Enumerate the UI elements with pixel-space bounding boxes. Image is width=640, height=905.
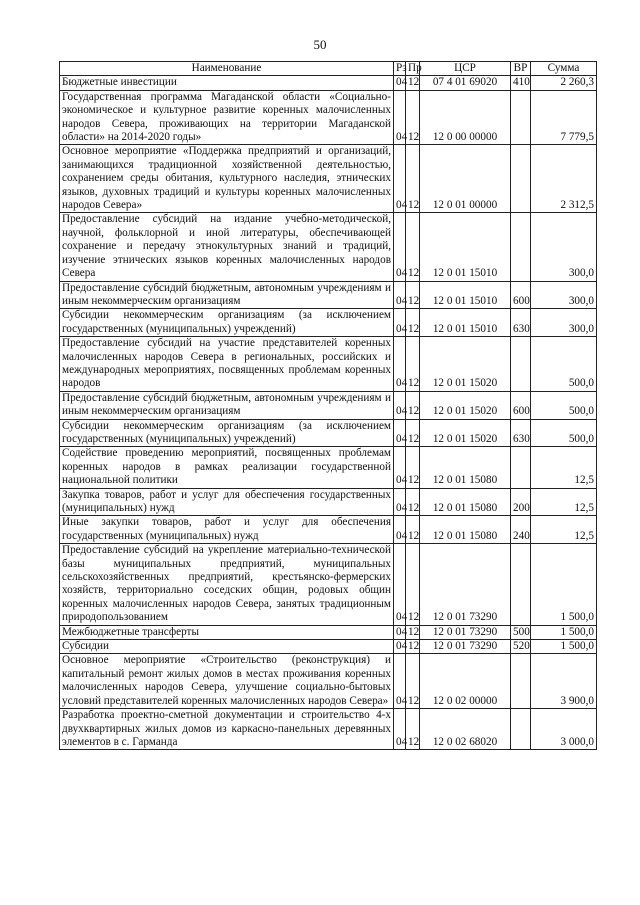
table-row [60, 76, 597, 90]
row-name: Межбюджетные трансферты [60, 625, 394, 639]
row-csr: 12 0 01 15020 [420, 337, 511, 392]
table-row [60, 419, 597, 447]
row-csr: 12 0 01 15080 [420, 516, 511, 544]
header-sum: Сумма [531, 62, 597, 76]
table-row [60, 337, 597, 392]
row-pr: 12 [406, 309, 420, 337]
row-rz: 04 [394, 544, 406, 625]
row-rz: 04 [394, 488, 406, 516]
row-name: Предоставление субсидий бюджетным, автономным учреждениям и иным некоммерческим организациям [60, 281, 394, 309]
row-name: Субсидии [60, 640, 394, 654]
table-row [60, 90, 597, 145]
row-pr: 12 [406, 213, 420, 281]
row-pr: 12 [406, 488, 420, 516]
row-pr: 12 [406, 516, 420, 544]
row-name: Субсидии некоммерческим организациям (за исключением государственных (муниципальных) учреждений) [60, 309, 394, 337]
row-name: Субсидии некоммерческим организациям (за исключением государственных (муниципальных) учреждений) [60, 419, 394, 447]
table-row [60, 391, 597, 419]
row-pr: 12 [406, 709, 420, 750]
table-row [60, 309, 597, 337]
row-sum: 300,0 [531, 213, 597, 281]
row-name: Предоставление субсидий на укрепление материально-технической базы муниципальных предприятий, муниципальных сельскохозяйственных предприятий, крестьянско-фермерских хозяйств, территориально соседских общин, родовых общин коренных малочисленных народов Севера, занятых традиционным природопользованием [60, 544, 394, 625]
row-sum: 12,5 [531, 488, 597, 516]
table-row [60, 654, 597, 709]
row-rz: 04 [394, 76, 406, 90]
row-pr: 12 [406, 640, 420, 654]
row-csr: 07 4 01 69020 [420, 76, 511, 90]
budget-table [59, 61, 597, 750]
row-vr [511, 654, 531, 709]
row-sum: 1 500,0 [531, 640, 597, 654]
row-sum: 300,0 [531, 309, 597, 337]
row-name: Бюджетные инвестиции [60, 76, 394, 90]
row-sum: 1 500,0 [531, 544, 597, 625]
row-sum: 2 260,3 [531, 76, 597, 90]
row-sum: 7 779,5 [531, 90, 597, 145]
row-vr [511, 213, 531, 281]
table-body [60, 76, 597, 750]
table-row [60, 544, 597, 625]
header-name: Наименование [60, 62, 394, 76]
row-rz: 04 [394, 213, 406, 281]
table-row [60, 625, 597, 639]
row-vr: 410 [511, 76, 531, 90]
row-csr: 12 0 01 15080 [420, 447, 511, 488]
table-row [60, 447, 597, 488]
row-vr [511, 709, 531, 750]
row-sum: 500,0 [531, 391, 597, 419]
row-pr: 12 [406, 76, 420, 90]
row-name: Предоставление субсидий бюджетным, автономным учреждениям и иным некоммерческим организациям [60, 391, 394, 419]
row-name: Разработка проектно-сметной документации и строительство 4-х двухквартирных жилых домов из каркасно-панельных деревянных элементов в с. Гарманда [60, 709, 394, 750]
table-row [60, 213, 597, 281]
row-name: Предоставление субсидий на участие представителей коренных малочисленных народов Севера в региональных, российских и международных мероприятиях, посвященных проблемам коренных народов [60, 337, 394, 392]
row-rz: 04 [394, 654, 406, 709]
row-csr: 12 0 01 15020 [420, 391, 511, 419]
table-row [60, 145, 597, 213]
table-row [60, 281, 597, 309]
row-name: Основное мероприятие «Поддержка предприятий и организаций, занимающихся традиционной хозяйственной деятельностью, сохранением среды обитания, культурного наследия, этнических языков, духовных традиций и культуры коренных малочисленных народов Севера» [60, 145, 394, 213]
row-sum: 500,0 [531, 419, 597, 447]
table-row [60, 516, 597, 544]
table-header-row [60, 62, 597, 76]
table-row [60, 488, 597, 516]
row-rz: 04 [394, 145, 406, 213]
row-sum: 3 000,0 [531, 709, 597, 750]
row-vr: 600 [511, 281, 531, 309]
row-rz: 04 [394, 419, 406, 447]
row-csr: 12 0 01 15010 [420, 281, 511, 309]
row-csr: 12 0 01 73290 [420, 640, 511, 654]
row-vr: 600 [511, 391, 531, 419]
row-sum: 300,0 [531, 281, 597, 309]
row-csr: 12 0 02 68020 [420, 709, 511, 750]
row-rz: 04 [394, 391, 406, 419]
row-vr: 240 [511, 516, 531, 544]
row-rz: 04 [394, 90, 406, 145]
row-vr: 630 [511, 419, 531, 447]
row-rz: 04 [394, 516, 406, 544]
row-sum: 500,0 [531, 337, 597, 392]
row-csr: 12 0 00 00000 [420, 90, 511, 145]
row-pr: 12 [406, 419, 420, 447]
row-vr: 520 [511, 640, 531, 654]
row-name: Содействие проведению мероприятий, посвященных проблемам коренных народов в рамках реализации государственной национальной политики [60, 447, 394, 488]
row-vr: 200 [511, 488, 531, 516]
row-pr: 12 [406, 544, 420, 625]
row-csr: 12 0 01 15080 [420, 488, 511, 516]
row-rz: 04 [394, 337, 406, 392]
table-row [60, 640, 597, 654]
header-csr: ЦСР [420, 62, 511, 76]
row-vr [511, 90, 531, 145]
row-vr: 630 [511, 309, 531, 337]
row-vr [511, 337, 531, 392]
row-rz: 04 [394, 309, 406, 337]
row-vr [511, 447, 531, 488]
row-pr: 12 [406, 337, 420, 392]
row-pr: 12 [406, 145, 420, 213]
row-pr: 12 [406, 281, 420, 309]
row-pr: 12 [406, 654, 420, 709]
row-name: Иные закупки товаров, работ и услуг для обеспечения государственных (муниципальных) нужд [60, 516, 394, 544]
row-csr: 12 0 01 15010 [420, 213, 511, 281]
row-sum: 2 312,5 [531, 145, 597, 213]
row-pr: 12 [406, 391, 420, 419]
row-csr: 12 0 01 73290 [420, 625, 511, 639]
row-csr: 12 0 01 00000 [420, 145, 511, 213]
row-vr [511, 145, 531, 213]
row-sum: 3 900,0 [531, 654, 597, 709]
row-csr: 12 0 01 73290 [420, 544, 511, 625]
row-name: Предоставление субсидий на издание учебно-методической, научной, фольклорной и иной литературы, обеспечивающей сохранение и передачу этнокультурных знаний и традиций, изучение этнических языков коренных малочисленных народов Севера [60, 213, 394, 281]
row-pr: 12 [406, 90, 420, 145]
table-row [60, 709, 597, 750]
row-vr [511, 544, 531, 625]
row-name: Основное мероприятие «Строительство (реконструкция) и капитальный ремонт жилых домов в местах проживания коренных малочисленных народов Севера, улучшение социально-бытовых условий представителей коренных малочисленных народов Севера» [60, 654, 394, 709]
row-csr: 12 0 01 15010 [420, 309, 511, 337]
row-rz: 04 [394, 640, 406, 654]
header-vr: ВР [511, 62, 531, 76]
row-rz: 04 [394, 625, 406, 639]
row-rz: 04 [394, 281, 406, 309]
row-pr: 12 [406, 447, 420, 488]
row-name: Закупка товаров, работ и услуг для обеспечения государственных (муниципальных) нужд [60, 488, 394, 516]
page-number: 50 [313, 37, 327, 52]
row-rz: 04 [394, 447, 406, 488]
row-rz: 04 [394, 709, 406, 750]
row-sum: 1 500,0 [531, 625, 597, 639]
row-name: Государственная программа Магаданской области «Социально-экономическое и культурное развитие коренных малочисленных народов Севера, проживающих на территории Магаданской области» на 2014-2020 годы» [60, 90, 394, 145]
header-pr: Пр [406, 62, 420, 76]
row-csr: 12 0 01 15020 [420, 419, 511, 447]
row-sum: 12,5 [531, 516, 597, 544]
row-sum: 12,5 [531, 447, 597, 488]
header-rz: Рз [394, 62, 406, 76]
row-pr: 12 [406, 625, 420, 639]
row-csr: 12 0 02 00000 [420, 654, 511, 709]
row-vr: 500 [511, 625, 531, 639]
